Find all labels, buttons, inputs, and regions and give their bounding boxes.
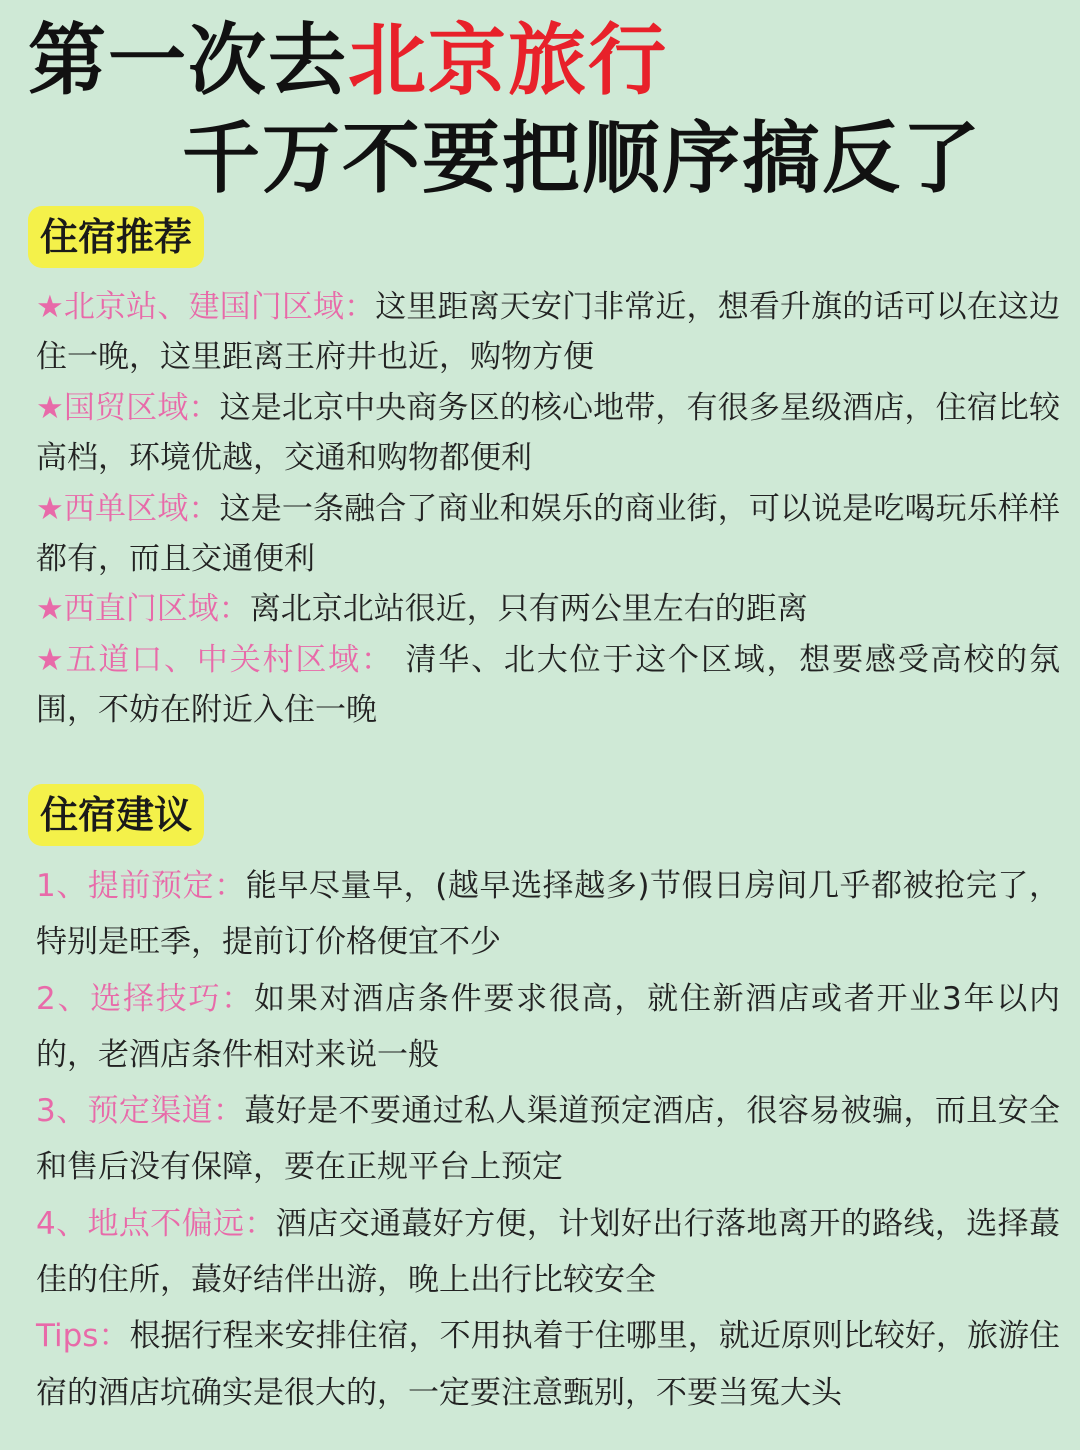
recommend-item: [36, 383, 1060, 484]
advice-item-text: 如果对酒店条件要求很高，就住新酒店或者开业3年以内的，老酒店条件相对来说一般: [36, 980, 1060, 1073]
recommend-item-lead: ★国贸区域：: [36, 389, 220, 426]
section-heading-advice: 住宿建议: [28, 784, 204, 846]
title-highlight: 北京旅行: [348, 16, 669, 106]
advice-item-lead: 4、地点不偏远：: [36, 1205, 276, 1242]
recommend-list: [36, 282, 1060, 736]
advice-item: [36, 1196, 1060, 1309]
advice-item: [36, 1083, 1060, 1196]
advice-item-lead: 1、提前预定：: [36, 868, 246, 904]
title-prefix: 第一次去: [28, 16, 349, 106]
advice-list: [36, 858, 1060, 1421]
recommend-item-text: 这是北京中央商务区的核心地带，有很多星级酒店，住宿比较高档，环境优越，交通和购物都便利: [36, 389, 1061, 477]
recommend-item: [36, 635, 1060, 736]
recommend-item-lead: ★西单区域：: [36, 490, 220, 527]
advice-item-lead: 3、预定渠道：: [36, 1093, 245, 1130]
title-line-1: [28, 16, 669, 106]
advice-item-text: 根据行程来安排住宿，不用执着于住哪里，就近原则比较好，旅游住宿的酒店坑确实是很大的，一定要注意甄别，不要当冤大头: [36, 1318, 1060, 1411]
recommend-item: [36, 282, 1060, 383]
recommend-item-text: 离北京北站很近，只有两公里左右的距离: [249, 591, 808, 628]
recommend-item-lead: ★西直门区域：: [36, 591, 250, 628]
advice-item-lead: Tips：: [36, 1318, 130, 1355]
recommend-item-text: 清华、北大位于这个区域，想要感受高校的氛围，不妨在附近入住一晚: [36, 641, 1060, 729]
recommend-item-text: 这里距离天安门非常近，想看升旗的话可以在这边住一晚，这里距离王府井也近，购物方便: [36, 289, 1061, 376]
advice-item: [36, 971, 1060, 1084]
recommend-item-text: 这是一条融合了商业和娱乐的商业街，可以说是吃喝玩乐样样都有，而且交通便利: [36, 490, 1061, 578]
recommend-item: [36, 484, 1060, 585]
advice-item: [36, 1308, 1060, 1421]
advice-item-lead: 2、选择技巧：: [36, 980, 255, 1017]
advice-item: [36, 858, 1060, 971]
advice-item-text: 能早尽量早，(越早选择越多)节假日房间几乎都被抢完了，特别是旺季，提前订价格便宜不少: [36, 868, 1060, 961]
recommend-item-lead: ★北京站、建国门区域：: [36, 289, 376, 325]
advice-item-text: 酒店交通蕞好方便，计划好出行落地离开的路线，选择蕞佳的住所，蕞好结伴出游，晚上出行比较安全: [36, 1205, 1060, 1299]
recommend-item-lead: ★五道口、中关村区域：: [36, 641, 394, 678]
title-line-2: 千万不要把顺序搞反了: [182, 114, 983, 204]
advice-item-text: 蕞好是不要通过私人渠道预定酒店，很容易被骗，而且安全和售后没有保障，要在正规平台上预定: [36, 1093, 1060, 1186]
section-heading-recommend: 住宿推荐: [28, 206, 204, 268]
recommend-item: [36, 584, 1060, 634]
